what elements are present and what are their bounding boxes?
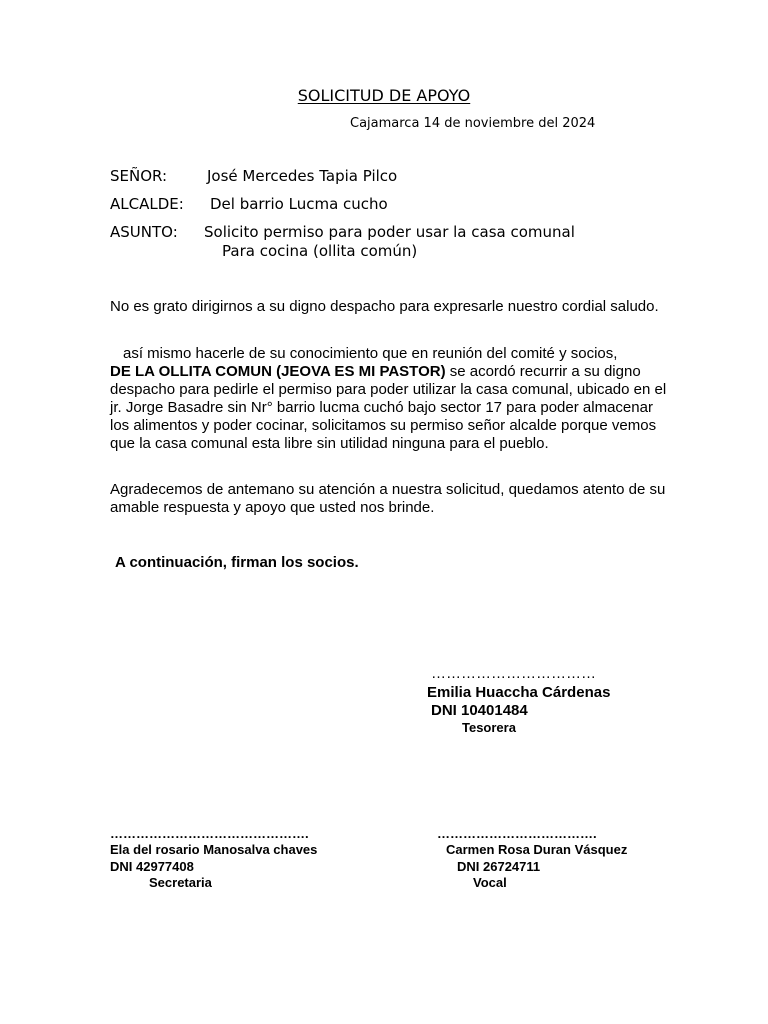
asunto-value-line1: Solicito permiso para poder usar la casa comunal: [204, 223, 575, 241]
paragraph-request-bold: DE LA OLLITA COMUN (JEOVA ES MI PASTOR): [110, 363, 446, 380]
tesorera-dni: DNI 10401484: [431, 702, 528, 719]
paragraph-greeting: No es grato dirigirnos a su digno despacho para expresarle nuestro cordial saludo.: [110, 298, 659, 315]
asunto-label: ASUNTO:: [110, 223, 178, 241]
paragraph-request-intro: así mismo hacerle de su conocimiento que en reunión del comité y socios,: [123, 345, 618, 362]
paragraph-thanks: Agradecemos de antemano su atención a nuestra solicitud, quedamos atento de su amable respuesta y apoyo que usted nos brinde.: [110, 481, 666, 516]
vocal-dni: DNI 26724711: [457, 859, 541, 874]
tesorera-signature-line: ……………………………: [431, 665, 596, 682]
secretaria-dni: DNI 42977408: [110, 859, 194, 874]
senor-label: SEÑOR:: [110, 167, 168, 185]
secretaria-name: Ela del rosario Manosalva chaves: [110, 842, 318, 857]
senor-value: José Mercedes Tapia Pilco: [207, 167, 398, 185]
asunto-value-line2: Para cocina (ollita común): [222, 242, 418, 260]
continuation-line: A continuación, firman los socios.: [115, 554, 359, 571]
alcalde-value: Del barrio Lucma cucho: [210, 195, 388, 213]
tesorera-name: Emilia Huaccha Cárdenas: [427, 684, 611, 701]
vocal-name: Carmen Rosa Duran Vásquez: [446, 842, 628, 857]
paragraph-request-rest: se acordó recurrir a su digno despacho para pedirle el permiso para poder utilizar la casa comunal, ubicado en el jr. Jorge Basadre sin Nr° barrio lucma cuchó bajo sector 17 para poder almacenar los alimentos y poder cocinar, solicitamos su permiso señor alcalde porque vemos que la casa comunal esta libre sin utilidad ninguna para el pueblo.: [110, 363, 667, 452]
date-line: Cajamarca 14 de noviembre del 2024: [350, 116, 596, 131]
document-title: SOLICITUD DE APOYO: [297, 86, 471, 105]
alcalde-label: ALCALDE:: [110, 195, 184, 213]
secretaria-signature-line: ……………………………………….: [110, 826, 309, 841]
paragraph-request: [110, 345, 670, 453]
secretaria-role: Secretaria: [149, 875, 212, 890]
vocal-role: Vocal: [473, 875, 507, 890]
vocal-signature-line: ……………………………….: [437, 826, 597, 841]
tesorera-role: Tesorera: [462, 720, 516, 735]
